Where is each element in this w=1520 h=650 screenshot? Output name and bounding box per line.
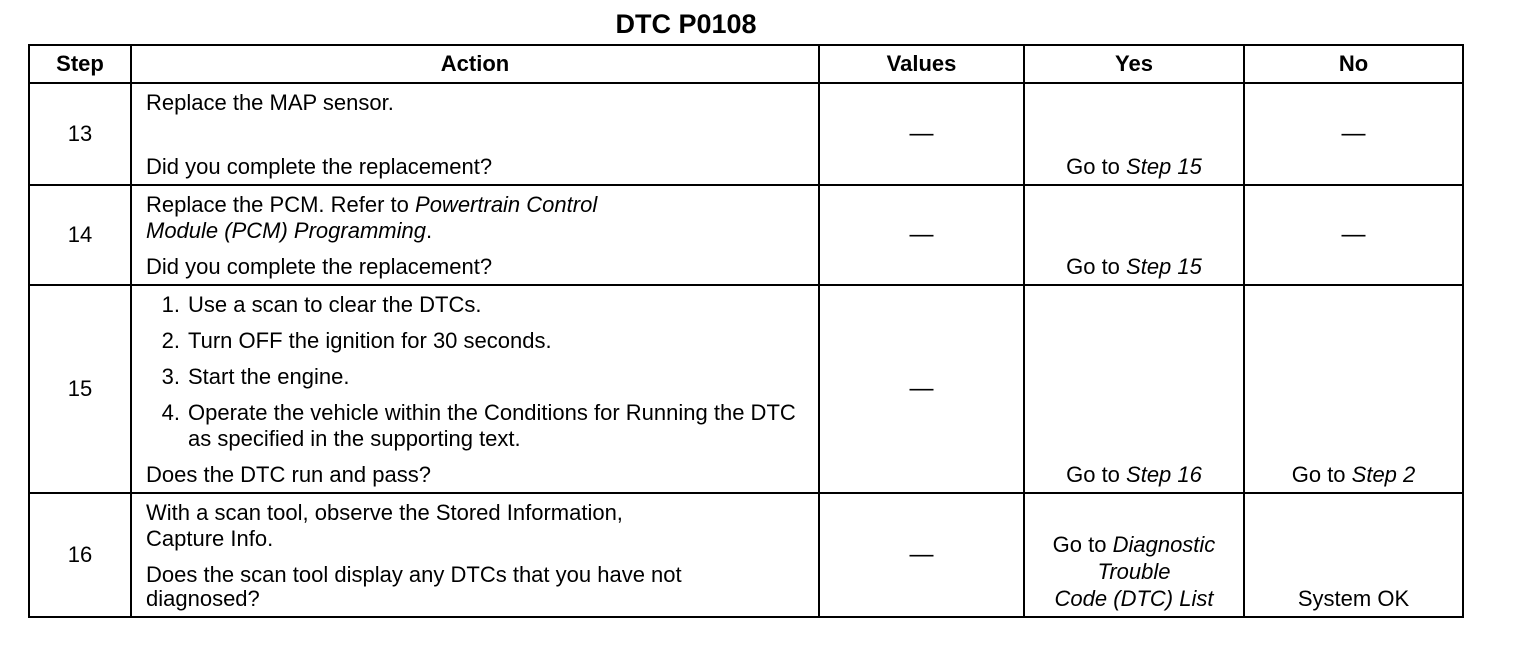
yes-prefix: Go to [1066,154,1127,179]
yes-step-ref: Step 15 [1126,154,1202,179]
header-no: No [1244,45,1463,83]
list-item: 1. Use a scan to clear the DTCs. [161,292,482,317]
action-text: With a scan tool, observe the Stored Information, [146,500,623,525]
yes-line1: Go to Diagnostic [1052,532,1216,557]
action-question: Did you complete the replacement? [146,254,493,279]
action-text-line2: Module (PCM) Programming. [146,218,433,243]
header-step: Step [29,45,131,83]
yes-prefix: Go to [1066,254,1127,279]
action-question: Did you complete the replacement? [146,154,493,179]
no-prefix: Go to [1291,462,1352,487]
yes-cell [1024,493,1244,617]
action-cell [131,285,819,493]
page-title: DTC P0108 [615,9,757,39]
step-number: 16 [29,493,131,617]
action-text: Replace the PCM. Refer to Powertrain Control [146,192,598,217]
list-item: 2. Turn OFF the ignition for 30 seconds. [161,328,552,353]
action-question: Does the scan tool display any DTCs that you have not [146,562,682,587]
diagnostic-table [28,44,1464,618]
table-row-step-14 [29,185,1463,285]
list-item: 4. Operate the vehicle within the Conditions for Running the DTC as specified in the supporting text. [161,400,796,451]
header-values: Values [819,45,1024,83]
list-item: 3. Start the engine. [161,364,350,389]
action-question: Does the DTC run and pass? [146,462,431,487]
yes-step-ref: Step 16 [1126,462,1202,487]
header-action: Action [131,45,819,83]
yes-cell [1024,83,1244,185]
yes-step-ref: Step 15 [1126,254,1202,279]
table-row-step-13 [29,83,1463,185]
no-cell [1244,285,1463,493]
values-cell: — [819,83,1024,185]
values-cell: — [819,493,1024,617]
step-number: 13 [29,83,131,185]
action-cell [131,185,819,285]
yes-prefix: Go to [1066,462,1127,487]
no-cell: System OK [1244,493,1463,617]
action-question-line2: diagnosed? [146,586,260,611]
header-row [29,45,1463,83]
yes-line3: Code (DTC) List [1054,586,1214,611]
table-row-step-16 [29,493,1463,617]
table-row-step-15 [29,285,1463,493]
no-step-ref: Step 2 [1351,462,1416,487]
header-yes: Yes [1024,45,1244,83]
no-cell: — [1244,83,1463,185]
action-text: Replace the MAP sensor. [146,90,394,115]
values-cell: — [819,285,1024,493]
action-cell [131,493,819,617]
no-cell: — [1244,185,1463,285]
yes-cell [1024,185,1244,285]
step-number: 14 [29,185,131,285]
action-cell [131,83,819,185]
action-steps-list [132,292,818,462]
step-number: 15 [29,285,131,493]
yes-cell [1024,285,1244,493]
action-text-line2: Capture Info. [146,526,274,551]
yes-line2: Trouble [1097,559,1171,584]
values-cell: — [819,185,1024,285]
